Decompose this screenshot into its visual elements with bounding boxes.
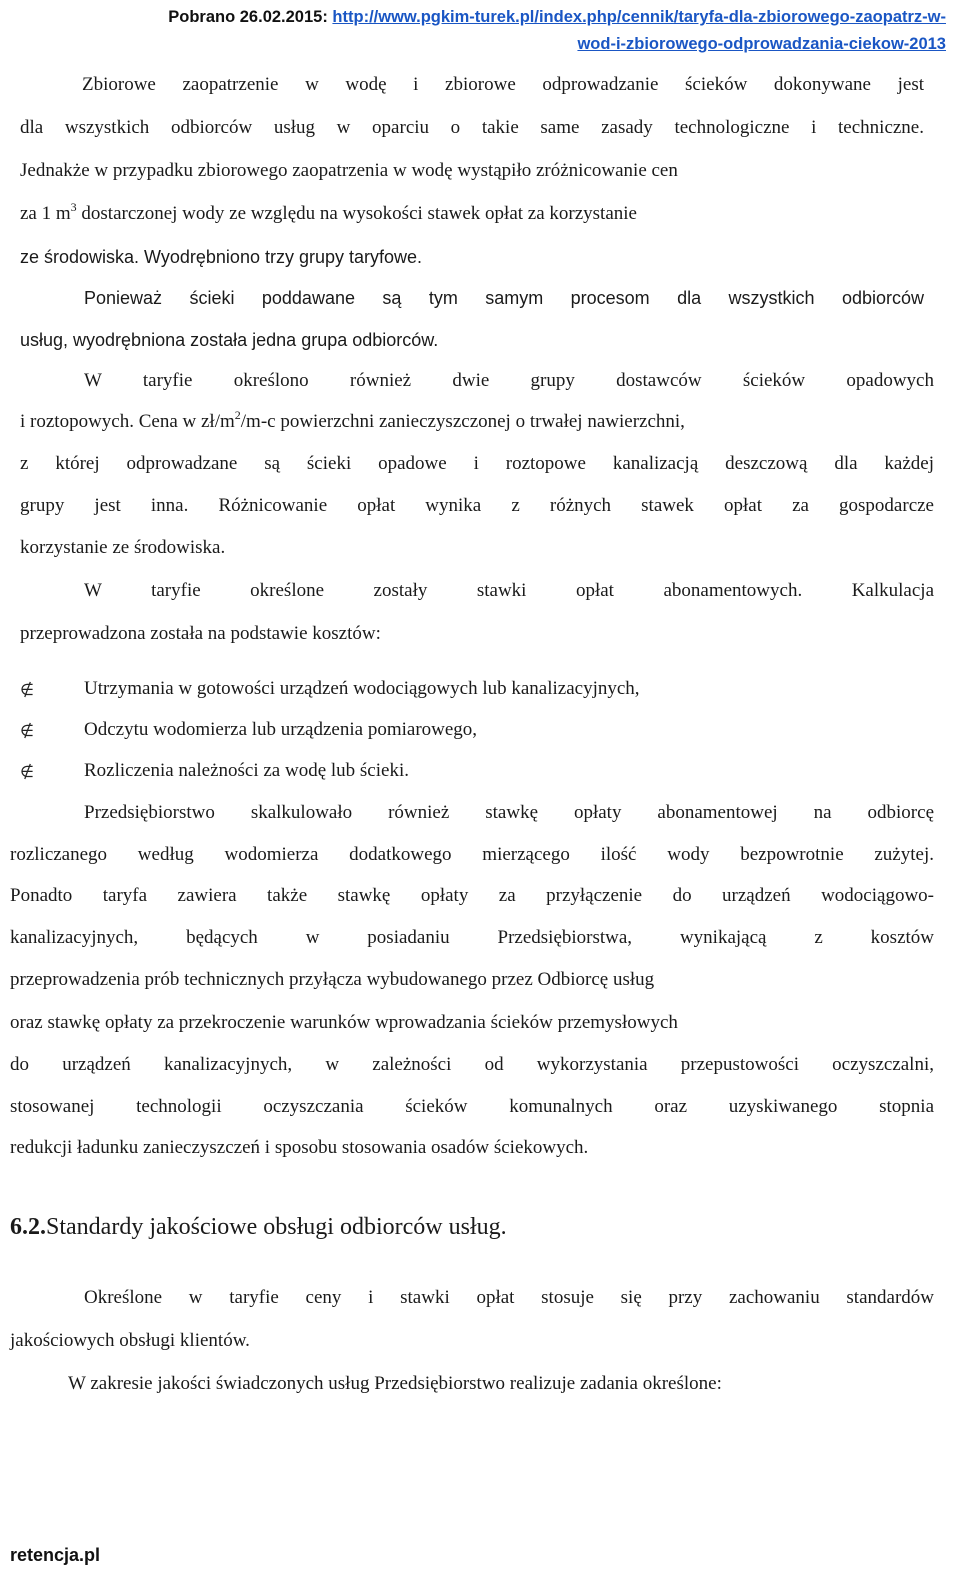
paragraph-line: Przedsiębiorstwo skalkulowało również stawkę opłaty abonamentowej na odbiorcę bbox=[84, 802, 934, 823]
superscript: 2 bbox=[234, 408, 241, 422]
paragraph-line: Ponieważ ścieki poddawane są tym samym procesom dla wszystkich odbiorców bbox=[84, 288, 924, 308]
paragraph-line: korzystanie ze środowiska. bbox=[20, 537, 226, 558]
paragraph-line: jakościowych obsługi klientów. bbox=[10, 1330, 250, 1351]
list-item: Rozliczenia należności za wodę lub ścieki. bbox=[84, 760, 409, 781]
paragraph-line: Jednakże w przypadku zbiorowego zaopatrzenia w wodę wystąpiło zróżnicowanie cen bbox=[20, 160, 678, 181]
paragraph-line: W zakresie jakości świadczonych usług Przedsiębiorstwo realizuje zadania określone: bbox=[68, 1373, 722, 1394]
paragraph-line: redukcji ładunku zanieczyszczeń i sposobu stosowania osadów ściekowych. bbox=[10, 1137, 589, 1158]
paragraph-line: dla wszystkich odbiorców usług w oparciu o takie same zasady technologiczne i techniczne. bbox=[20, 117, 924, 138]
list-item: Odczytu wodomierza lub urządzenia pomiarowego, bbox=[84, 719, 478, 740]
download-date: Pobrano 26.02.2015: bbox=[168, 8, 333, 26]
list-item: Utrzymania w gotowości urządzeń wodociągowych lub kanalizacyjnych, bbox=[84, 678, 640, 699]
section-title: Standardy jakościowe obsługi odbiorców usług. bbox=[46, 1214, 507, 1240]
download-header bbox=[0, 4, 960, 58]
paragraph-line: rozliczanego według wodomierza dodatkowego mierzącego ilość wody bezpowrotnie zużytej. bbox=[10, 844, 934, 865]
superscript: 3 bbox=[70, 200, 77, 214]
source-link-continued[interactable]: wod-i-zbiorowego-odprowadzania-ciekow-2013 bbox=[577, 35, 946, 53]
source-link[interactable]: http://www.pgkim-turek.pl/index.php/cennik/taryfa-dla-zbiorowego-zaopatrz-w- bbox=[332, 8, 946, 26]
footer-site-name: retencja.pl bbox=[10, 1545, 101, 1565]
paragraph-line: usług, wyodrębniona została jedna grupa odbiorców. bbox=[20, 330, 439, 350]
paragraph-line: oraz stawkę opłaty za przekroczenie warunków wprowadzania ścieków przemysłowych bbox=[10, 1012, 678, 1033]
bullet-icon: ∉ bbox=[20, 762, 34, 781]
paragraph-line: W taryfie określone zostały stawki opłat abonamentowych. Kalkulacja bbox=[84, 580, 934, 601]
paragraph-line: Ponadto taryfa zawiera także stawkę opłaty za przyłączenie do urządzeń wodociągowo- bbox=[10, 885, 934, 906]
paragraph-line: Określone w taryfie ceny i stawki opłat stosuje się przy zachowaniu standardów bbox=[84, 1287, 934, 1308]
paragraph-line: kanalizacyjnych, będących w posiadaniu Przedsiębiorstwa, wynikającą z kosztów bbox=[10, 927, 934, 948]
paragraph-line: stosowanej technologii oczyszczania ścieków komunalnych oraz uzyskiwanego stopnia bbox=[10, 1096, 934, 1117]
paragraph-line: za 1 $m^3$ dostarczonej wody ze względu na wysokości stawek opłat za korzystanie bbox=[20, 200, 637, 224]
paragraph-line: i roztopowych. Cena w $zł/m^2/m-c$ powierzchni zanieczyszczonej o trwałej nawierzchni, bbox=[20, 408, 685, 432]
paragraph-line: W taryfie określono również dwie grupy dostawców ścieków opadowych bbox=[84, 370, 934, 391]
paragraph-line: przeprowadzona została na podstawie kosztów: bbox=[20, 623, 381, 644]
paragraph-line: ze środowiska. Wyodrębniono trzy grupy taryfowe. bbox=[20, 247, 423, 267]
section-heading bbox=[10, 1212, 507, 1242]
paragraph-line: z której odprowadzane są ścieki opadowe i roztopowe kanalizacją deszczową dla każdej bbox=[20, 453, 934, 474]
paragraph-line: grupy jest inna. Różnicowanie opłat wynika z różnych stawek opłat za gospodarcze bbox=[20, 495, 934, 516]
paragraph-line: przeprowadzenia prób technicznych przyłącza wybudowanego przez Odbiorcę usług bbox=[10, 969, 655, 990]
section-number: 6.2. bbox=[10, 1214, 46, 1240]
bullet-icon: ∉ bbox=[20, 721, 34, 740]
paragraph-line: Zbiorowe zaopatrzenie w wodę i zbiorowe odprowadzanie ścieków dokonywane jest bbox=[82, 74, 924, 95]
paragraph-line: do urządzeń kanalizacyjnych, w zależności od wykorzystania przepustowości oczyszczalni, bbox=[10, 1054, 934, 1075]
bullet-icon: ∉ bbox=[20, 680, 34, 699]
